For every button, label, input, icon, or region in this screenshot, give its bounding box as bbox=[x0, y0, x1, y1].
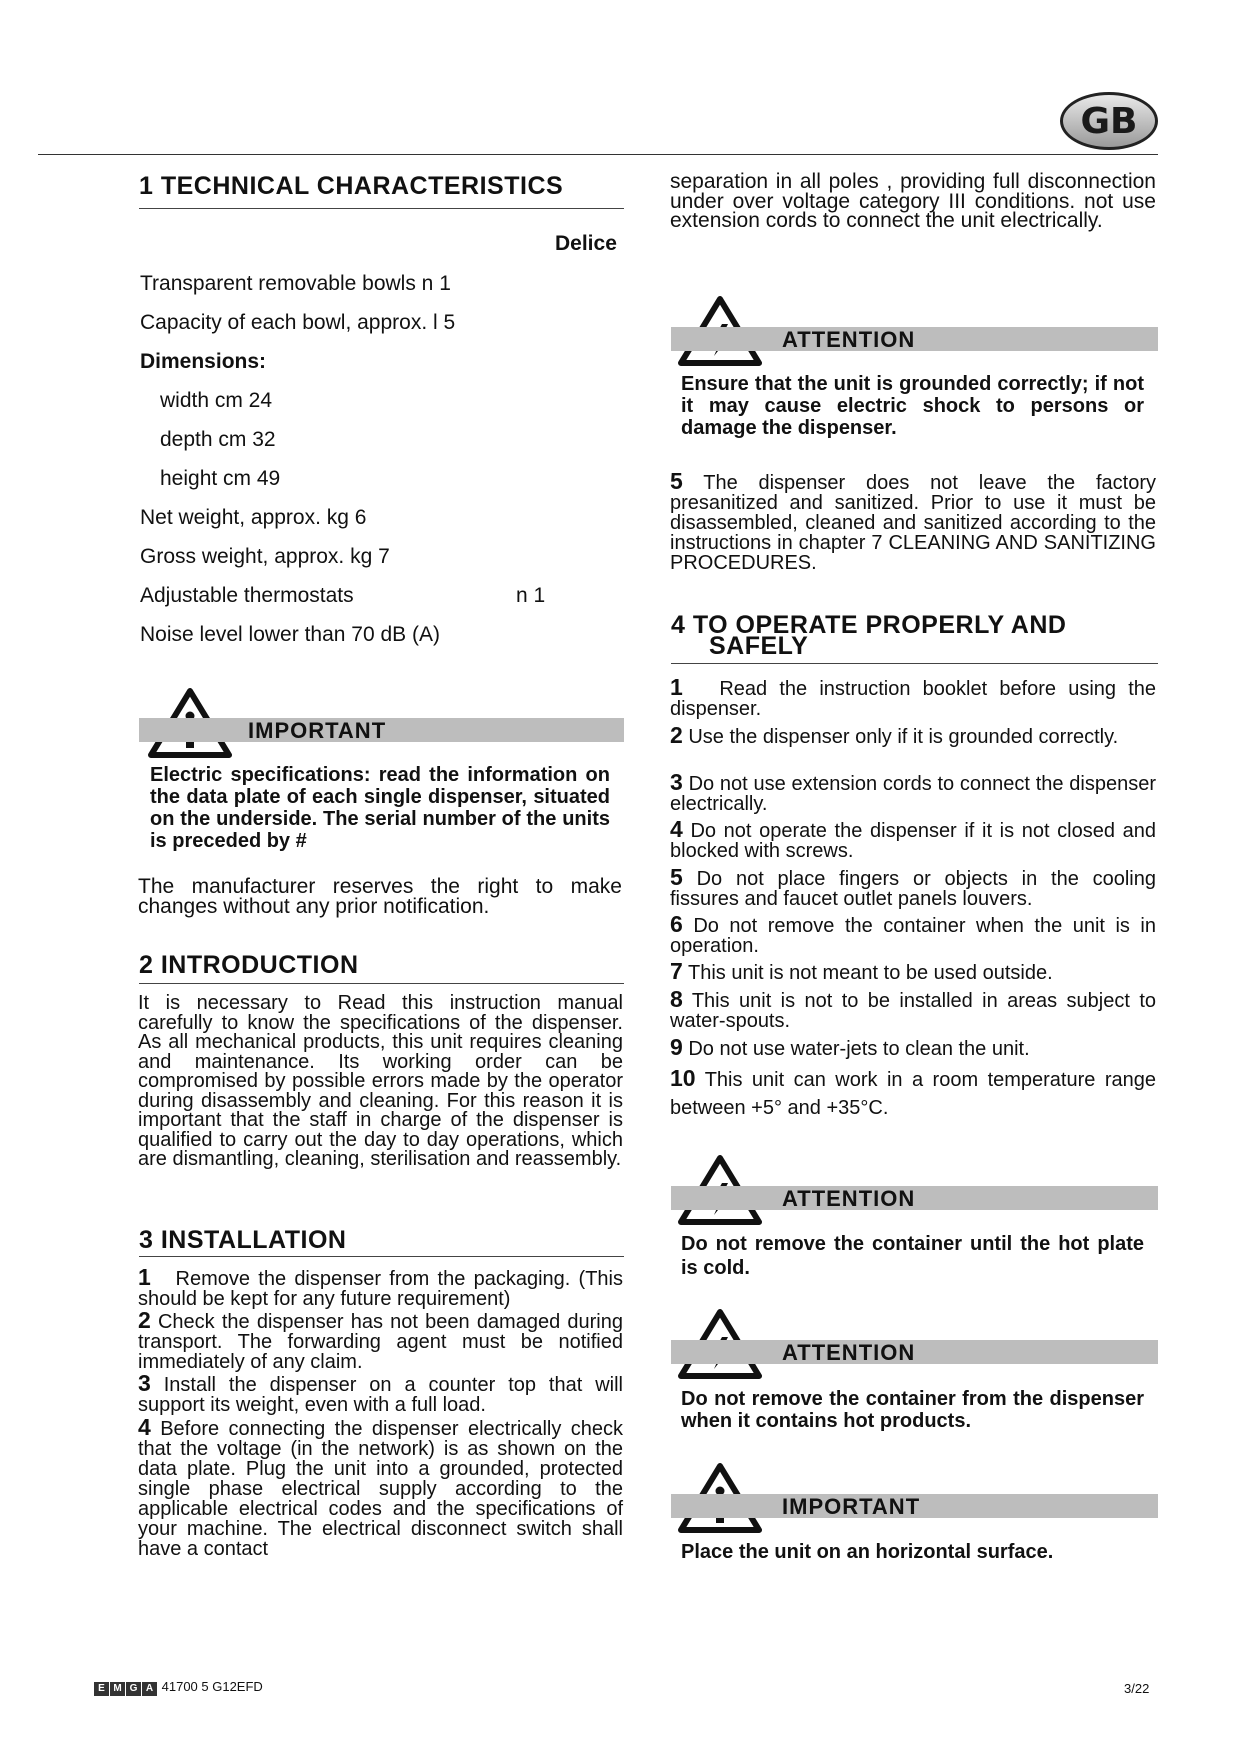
brand-logo-letter: M bbox=[110, 1682, 125, 1696]
important-label: IMPORTANT bbox=[782, 1494, 921, 1519]
header-rule bbox=[38, 154, 1158, 155]
item-text: Read the instruction booklet before using the dispenser. bbox=[670, 678, 1156, 720]
section-4-rule bbox=[671, 663, 1158, 664]
spec-row-dimensions: Dimensions: bbox=[140, 350, 267, 373]
page-number: 3/22 bbox=[1124, 1681, 1150, 1696]
spec-row: Gross weight, approx. kg 7 bbox=[140, 545, 390, 568]
introduction-text: It is necessary to Read this instruction manual carefully to know the specifications of the dispenser. As all mechanical products, this unit requires cleaning and maintenance. Its working order can be compromised by possible errors made by the operator during disassembly and cleaning. For this reason it is important that the staff in charge of the dispenser is qualified to carry out the day to day operations, which are dismantling, cleaning, sterilisation and reassembly. bbox=[138, 992, 623, 1170]
item-text: The dispenser does not leave the factory presanitized and sanitized. Prior to use it must be disassembled, cleaned and sanitized according to the instructions in chapter 7 CLEANING AND SANITIZING PROCEDURES. bbox=[670, 472, 1156, 574]
section-1-rule bbox=[139, 208, 624, 209]
item-text: This unit can work in a room temperature range between +5° and +35°C. bbox=[670, 1069, 1156, 1119]
list-item bbox=[670, 986, 1157, 1032]
list-item bbox=[138, 1264, 624, 1310]
item-number: 5 bbox=[670, 864, 683, 890]
item-text: Install the dispenser on a counter top that will support its weight, even with a full load. bbox=[138, 1374, 623, 1416]
important-text: Place the unit on an horizontal surface. bbox=[681, 1541, 1054, 1563]
list-item bbox=[670, 1034, 1156, 1060]
brand-logo-letter: E bbox=[94, 1682, 109, 1696]
attention-text: Do not remove the container until the hot plate is cold. bbox=[681, 1233, 1144, 1279]
item-text: Do not place fingers or objects in the cooling fissures and faucet outlet panels louvers. bbox=[670, 868, 1156, 910]
item-number: 6 bbox=[670, 911, 683, 937]
spec-row: Noise level lower than 70 dB (A) bbox=[140, 623, 440, 646]
important-text: Electric specifications: read the information on the data plate of each single dispenser, situated on the underside. The serial number of the units is preceded by # bbox=[150, 764, 610, 852]
list-item bbox=[670, 1064, 1156, 1122]
attention-text: Do not remove the container from the dispenser when it contains hot products. bbox=[681, 1388, 1144, 1432]
installation-continued: separation in all poles , providing full disconnection under over voltage category III conditions. not use extension cords to connect the unit electrically. bbox=[670, 170, 1156, 232]
item-text: Before connecting the dispenser electrically check that the voltage (in the network) is as shown on the data plate. Plug the unit into a grounded, protected single phase electrical supply according to the applicable electrical codes and the specifications of your machine. The electrical disconnect switch shall have a contact bbox=[138, 1418, 623, 1560]
spec-row: depth cm 32 bbox=[160, 428, 276, 451]
item-text: Do not use extension cords to connect the dispenser electrically. bbox=[670, 773, 1156, 815]
document-code: 41700 5 G12EFD bbox=[161, 1679, 263, 1694]
item-text: This unit is not to be installed in areas subject to water-spouts. bbox=[670, 990, 1157, 1032]
important-label: IMPORTANT bbox=[248, 718, 387, 743]
brand-logo-letter: A bbox=[142, 1682, 157, 1696]
item-number: 9 bbox=[670, 1034, 683, 1060]
attention-label: ATTENTION bbox=[782, 327, 916, 352]
item-number: 2 bbox=[138, 1307, 151, 1333]
section-3-rule bbox=[139, 1256, 624, 1257]
item-text: This unit is not meant to be used outside. bbox=[688, 962, 1053, 984]
section-4-title: 4 TO OPERATE PROPERLY AND bbox=[671, 611, 1067, 639]
language-badge-label: GB bbox=[1080, 100, 1138, 142]
language-badge bbox=[1060, 92, 1158, 150]
brand-logo-letter: G bbox=[126, 1682, 141, 1696]
section-2-title: 2 INTRODUCTION bbox=[139, 951, 359, 979]
item-text: Do not operate the dispenser if it is not closed and blocked with screws. bbox=[670, 820, 1156, 862]
footer-brand bbox=[94, 1679, 263, 1696]
spec-row: height cm 49 bbox=[160, 467, 281, 490]
item-number: 8 bbox=[670, 986, 683, 1012]
model-name: Delice bbox=[555, 232, 617, 255]
list-item bbox=[670, 911, 1156, 957]
item-text: Check the dispenser has not been damaged during transport. The forwarding agent must be notified immediately of any claim. bbox=[138, 1311, 623, 1373]
item-number: 5 bbox=[670, 468, 683, 494]
item-number: 3 bbox=[138, 1370, 151, 1396]
item-number: 1 bbox=[138, 1264, 151, 1290]
list-item bbox=[138, 1370, 623, 1416]
manufacturer-note: The manufacturer reserves the right to make changes without any prior notification. bbox=[138, 875, 622, 918]
spec-row: Net weight, approx. kg 6 bbox=[140, 506, 367, 529]
item-text: Use the dispenser only if it is grounded correctly. bbox=[688, 726, 1119, 748]
list-item bbox=[670, 958, 1156, 984]
item-text: Remove the dispenser from the packaging. (This should be kept for any future requirement) bbox=[138, 1268, 624, 1310]
item-number: 4 bbox=[670, 816, 683, 842]
spec-row: Adjustable thermostats bbox=[140, 584, 354, 607]
item-number: 4 bbox=[138, 1414, 151, 1440]
section-2-rule bbox=[139, 983, 624, 984]
item-text: Do not use water-jets to clean the unit. bbox=[688, 1038, 1030, 1060]
list-item bbox=[670, 769, 1156, 815]
item-text: Do not remove the container when the unit is in operation. bbox=[670, 915, 1156, 957]
item-number: 10 bbox=[670, 1065, 696, 1091]
spec-row: width cm 24 bbox=[160, 389, 273, 412]
section-3-title: 3 INSTALLATION bbox=[139, 1226, 347, 1254]
spec-row: Capacity of each bowl, approx. l 5 bbox=[140, 311, 456, 334]
item-number: 7 bbox=[670, 958, 683, 984]
attention-text: Ensure that the unit is grounded correctly; if not it may cause electric shock to persons or damage the dispenser. bbox=[681, 373, 1144, 439]
section-4-title-line2: SAFELY bbox=[709, 632, 809, 660]
spec-row: Transparent removable bowls n 1 bbox=[140, 272, 451, 295]
spec-value: n 1 bbox=[516, 584, 546, 607]
list-item bbox=[138, 1414, 623, 1560]
item-number: 2 bbox=[670, 722, 683, 748]
list-item bbox=[138, 1307, 623, 1373]
item-number: 1 bbox=[670, 674, 683, 700]
list-item bbox=[670, 468, 1156, 574]
item-number: 3 bbox=[670, 769, 683, 795]
attention-label: ATTENTION bbox=[782, 1186, 916, 1211]
list-item bbox=[670, 674, 1156, 720]
attention-label: ATTENTION bbox=[782, 1340, 916, 1365]
section-1-title: 1 TECHNICAL CHARACTERISTICS bbox=[139, 172, 564, 200]
list-item bbox=[670, 864, 1156, 910]
list-item bbox=[670, 722, 1156, 748]
list-item bbox=[670, 816, 1156, 862]
